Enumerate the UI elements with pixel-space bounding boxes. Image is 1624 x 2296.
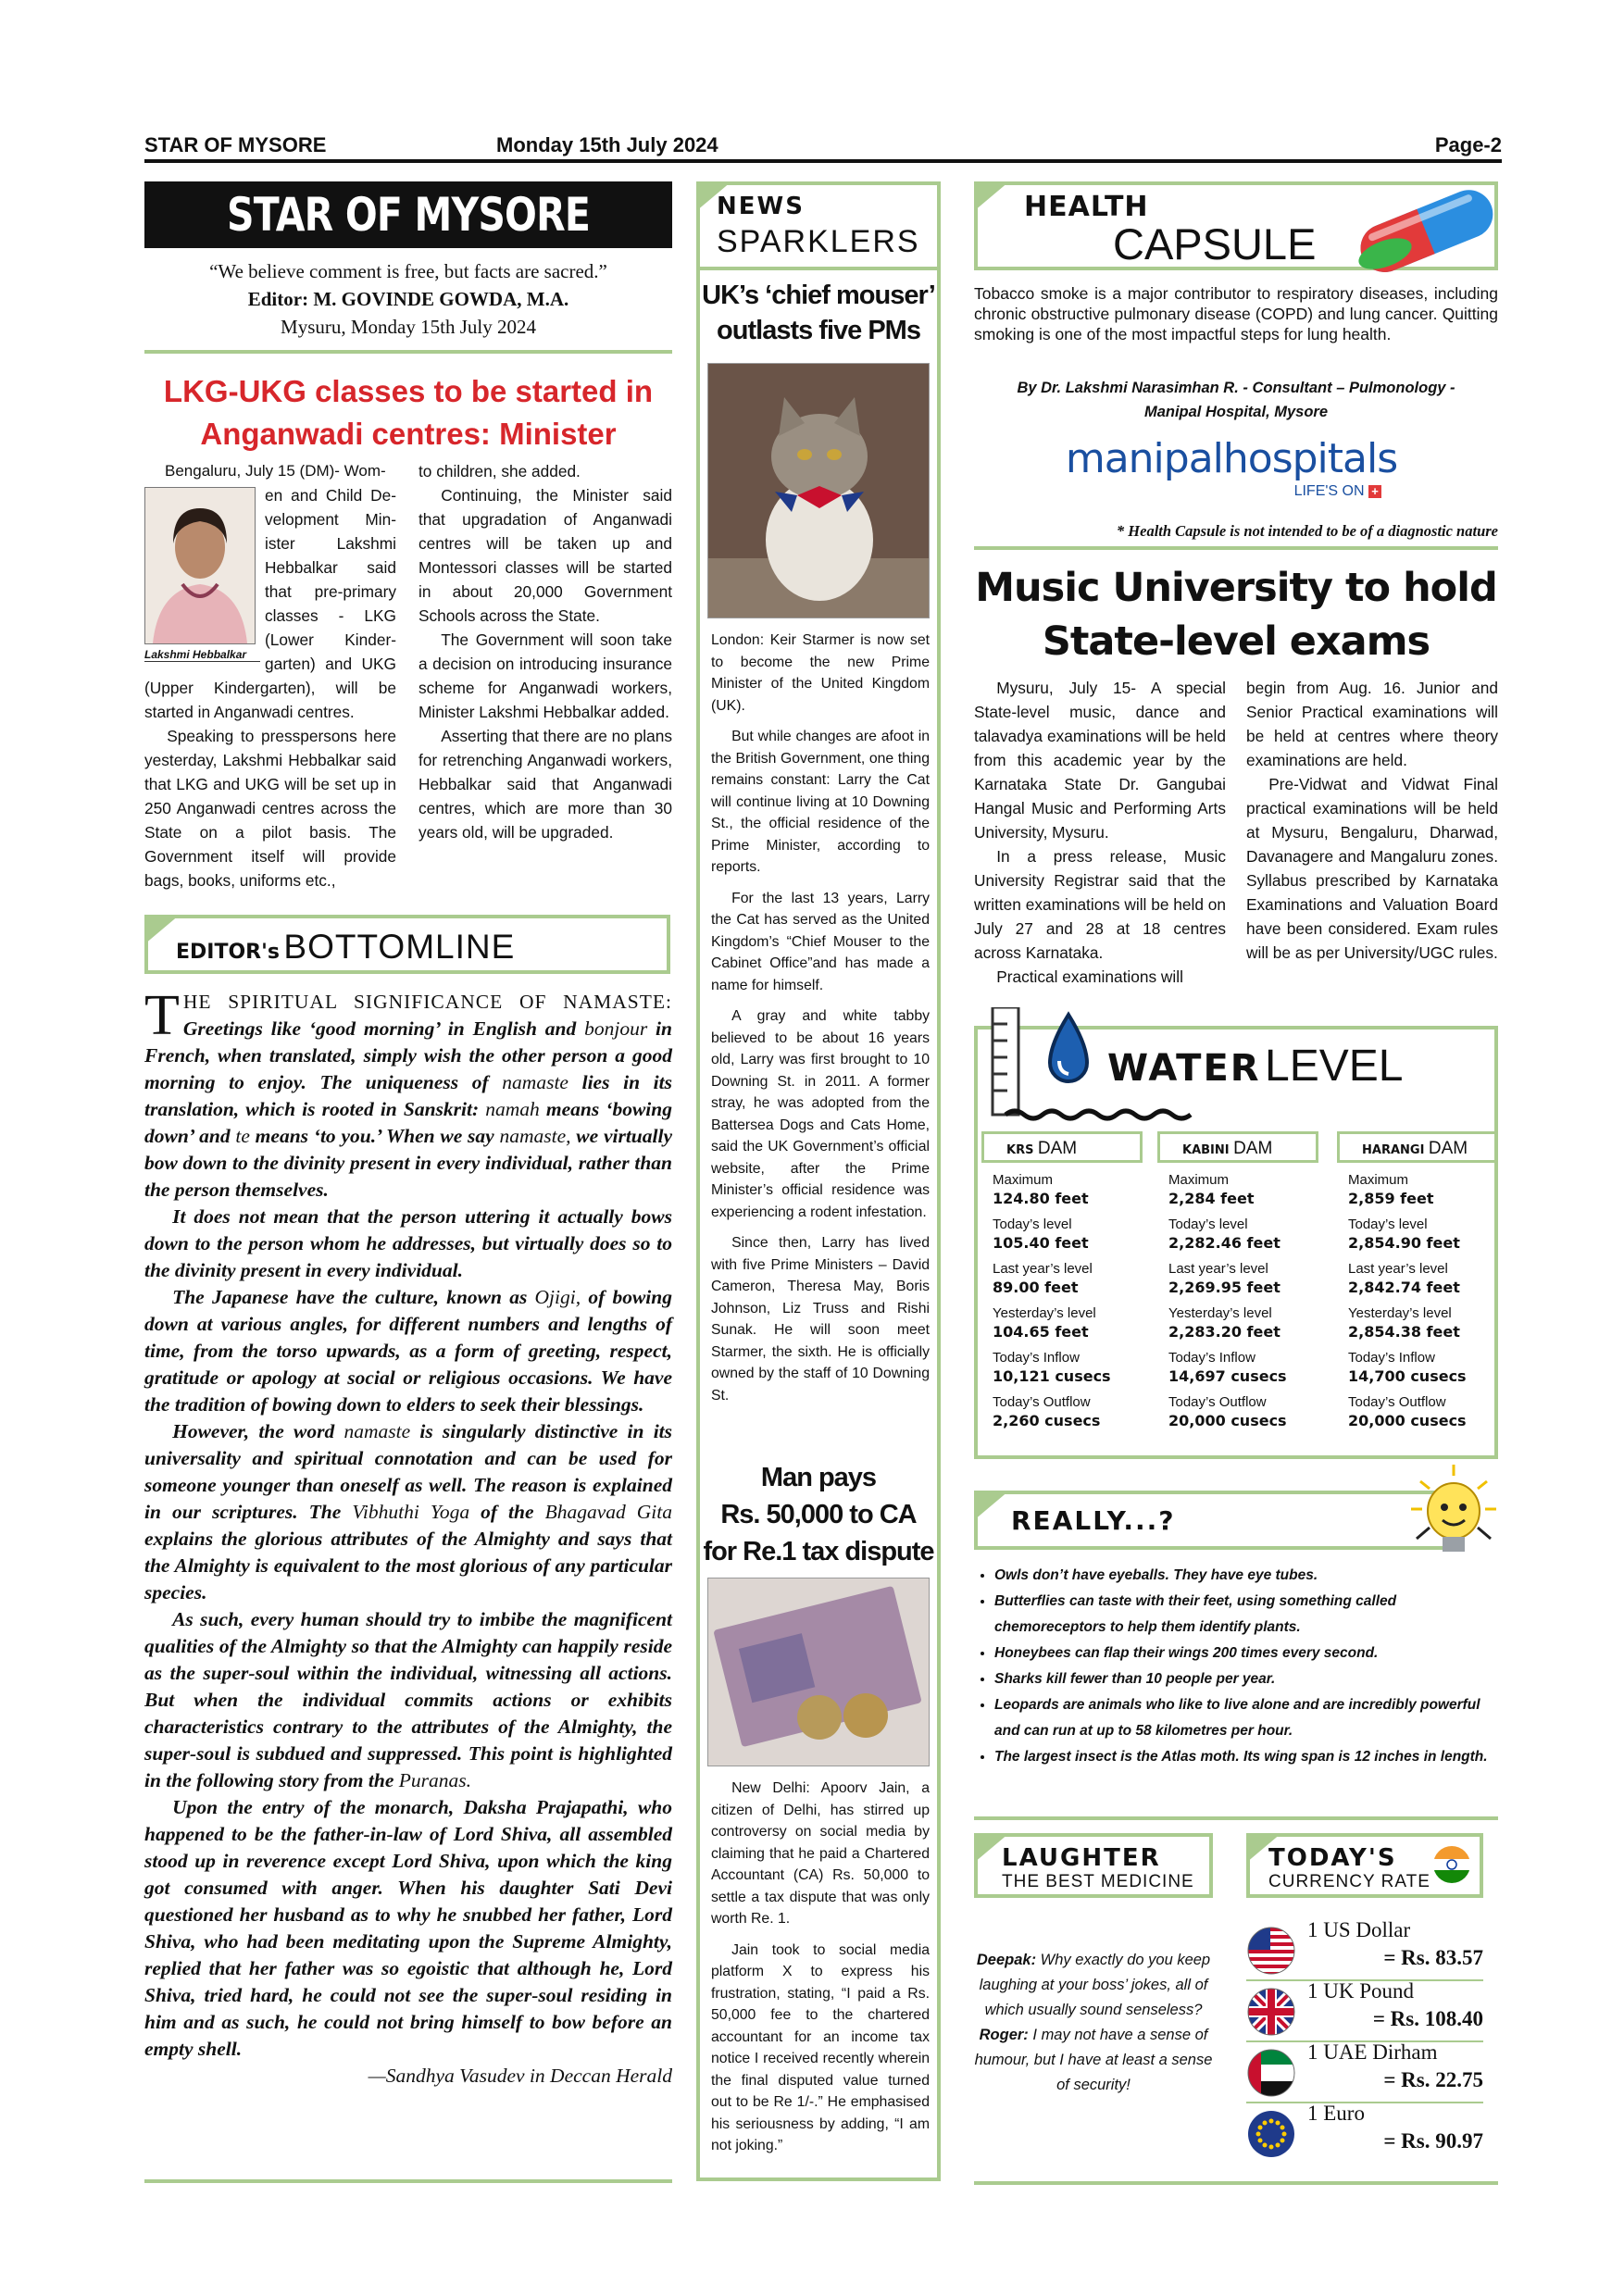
currency-value: = Rs. 22.75 [1383, 2068, 1483, 2091]
dam-row-value: 14,697 cusecs [1168, 1367, 1287, 1385]
editorial-credit: —Sandhya Vasudev in Deccan Herald [368, 2065, 672, 2087]
health-capsule-disclaimer: * Health Capsule is not intended to be of a diagnostic nature [1116, 522, 1498, 540]
lkg-headline-line2: Anganwadi centres: Minister [200, 417, 617, 451]
corner-notch [974, 1491, 1009, 1520]
text-run: Vibhuthi Yoga [352, 1501, 470, 1523]
byline-line: By Dr. Lakshmi Narasimhan R. - Consultant – Pulmonology - [1017, 380, 1455, 396]
text-run: in French, when translated, simply wish the other person a good morning to enjoy. The uniqueness of [144, 1017, 672, 1093]
dam-name-small: HARANGI [1362, 1143, 1425, 1157]
dam-values-column [993, 1172, 1150, 1439]
editorial-text [144, 984, 673, 2090]
dam-row-value: 2,283.20 feet [1168, 1323, 1280, 1341]
music-paragraph: Practical examinations will [996, 967, 1183, 986]
story2-headline-line: Rs. 50,000 to CA [720, 1500, 917, 1529]
text-run: namaste, [499, 1125, 571, 1147]
currency-name: 1 Euro [1307, 2102, 1365, 2125]
story1-headline [700, 278, 937, 348]
music-paragraph: In a press release, Music University Registrar said that the written examinations will be held on July 27 and 28 at 18 centres across Karnataka. [974, 847, 1226, 962]
lkg-wrap-line: Bengaluru, July 15 (DM)- Wom- [165, 462, 386, 480]
lkg-wrap-line: velopment Min- [265, 510, 396, 529]
masthead-motto: “We believe comment is free, but facts are sacred.” [209, 260, 607, 282]
us-flag-icon [1246, 1926, 1296, 1976]
dam-row-label: Yesterday’s level [993, 1305, 1096, 1321]
fact-item: • Butterflies can taste with their feet, using something called chemoreceptors to help them identify plants. [994, 1589, 1498, 1641]
dam-name-big: DAM [1037, 1139, 1078, 1158]
masthead-logo [144, 181, 672, 248]
story1-paragraph: For the last 13 years, Larry the Cat has served as the United Kingdom’s “Chief Mouser to the Cabinet Office”and has made a name for himself. [711, 890, 930, 993]
fact-item: • Honeybees can flap their wings 200 times every second. [994, 1641, 1498, 1666]
header-page-number: Page-2 [1434, 133, 1502, 156]
header-paper-name: STAR OF MYSORE [144, 133, 327, 156]
dam-row-value: 20,000 cusecs [1168, 1412, 1287, 1429]
dam-row-value: 2,859 feet [1348, 1190, 1434, 1207]
text-run: However, the word [172, 1420, 344, 1442]
dam-row-label: Last year’s level [993, 1261, 1093, 1277]
lkg-paragraph: Asserting that there are no plans for retrenching Anganwadi workers, Hebbalkar said that Anganwadi centres, which are more than 30 years old, will be upgraded. [418, 727, 672, 842]
editorial-lead: HE SPIRITUAL SIGNIFICANCE OF NAMASTE: [182, 991, 672, 1013]
currency-divider [1246, 2102, 1483, 2103]
dam-row-value: 2,854.90 feet [1348, 1234, 1460, 1252]
currency-value: = Rs. 90.97 [1383, 2129, 1483, 2152]
music-headline-line: State-level exams [1042, 618, 1430, 665]
text-run: te [235, 1125, 250, 1147]
dam-row-value: 124.80 feet [993, 1190, 1089, 1207]
laughter-header [974, 1833, 1213, 1898]
text-run: bonjour [584, 1017, 648, 1040]
currency-name: 1 UK Pound [1307, 1979, 1415, 2003]
lkg-wrap-line: (Lower Kinder- [265, 630, 396, 649]
text-run: explains the glorious attributes of the Almighty and says that the Almighty is equivalent to the most glorious of any particular species. [144, 1528, 672, 1603]
text-run: As such, every human should try to imbibe the magnificent qualities of the Almighty so that the Almighty can happily reside as the super-soul within the individual, witnessing all actions. But when the individual commits actions or exhibits characteristics contrary to the attributes of the Almighty, the super-soul is subdued and suppressed. This point is highlighted in the following story from the [144, 1608, 672, 1791]
text-run: namah [485, 1098, 540, 1120]
story2-paragraph: New Delhi: Apoorv Jain, a citizen of Delhi, has stirred up controversy on social media by claiming that he paid a Chartered Accountant (CA) Rs. 50,000 to settle a tax dispute that was only worth Re. 1. [711, 1780, 930, 1927]
dam-row-value: 2,284 feet [1168, 1190, 1255, 1207]
label-big: BOTTOMLINE [283, 928, 516, 966]
fact-item: • Owls don’t have eyeballs. They have eye tubes. [994, 1563, 1498, 1589]
divider [144, 2179, 672, 2183]
joke-line: I may not have a sense of humour, but I have at least a sense of security! [974, 2027, 1213, 2093]
water-level-label [1107, 1041, 1403, 1092]
dam-row-label: Today’s Inflow [993, 1350, 1080, 1366]
lkg-headline-line1: LKG-UKG classes to be started in [163, 374, 654, 408]
dam-row-value: 105.40 feet [993, 1234, 1089, 1252]
story1-body [711, 630, 930, 1416]
text-run: we virtually bow down to the divinity present in every individual, rather than the person themselves. [144, 1125, 672, 1201]
drop-cap: T [144, 984, 180, 1047]
logo-tagline: LIFE'S ON [1293, 483, 1365, 499]
dam-row-label: Today’s Inflow [1348, 1350, 1435, 1366]
dam-row-label: Last year’s level [1168, 1261, 1268, 1277]
dam-row-value: 20,000 cusecs [1348, 1412, 1467, 1429]
label-big: CAPSULE [1113, 219, 1317, 268]
music-paragraph: Mysuru, July 15- A special State-level music, dance and talavadya examinations will be held from this academic year by the Karnataka State Dr. Gangubai Hangal Music and Performing Arts University, Mysuru. [974, 679, 1226, 842]
fact-item: • Leopards are animals who like to live alone and are incredibly powerful and can run at up to 58 kilometres per hour. [994, 1692, 1498, 1744]
lkg-wrap-line: ister Lakshmi [265, 534, 396, 553]
dam-name-box [1337, 1131, 1498, 1163]
editorial-paragraph: Upon the entry of the monarch, Daksha Prajapathi, who happened to be the father-in-law of Lord Shiva, all assembled stood up in reverence except Lord Shiva, upon which the king got consumed with anger. When his daughter Sati Devi questioned her husband as to why he snubbed her father, Lord Shiva, who had been meditating upon the Supreme Almighty, replied that her father was so egoistic that although he, Lord Shiva, tried hard, he could not see the super-soul residing in him and as such, he could not bring himself to bow before an empty shell. [144, 1796, 672, 2060]
story2-headline-line: Man pays [760, 1463, 877, 1492]
joke-speaker: Roger: [979, 2027, 1029, 2043]
joke-line: Why exactly do you keep laughing at your boss’ jokes, all of which usually sound senseless? [979, 1952, 1211, 2018]
health-capsule-body: Tobacco smoke is a major contributor to respiratory diseases, including chronic obstructive pulmonary disease (COPD) and lung cancer. Quitting smoking is one of the most impactful steps for lung health. [974, 284, 1498, 343]
lkg-column-1 [144, 459, 396, 892]
label-sub: CURRENCY RATE [1268, 1872, 1430, 1891]
lkg-wrap-line: Hebbalkar said [265, 558, 396, 577]
dam-row-label: Maximum [993, 1172, 1054, 1188]
editorial-paragraph [144, 1606, 672, 1794]
lkg-wrap-line: classes - LKG [265, 606, 396, 625]
music-paragraph: begin from Aug. 16. Junior and Senior Practical examinations will be held at centres where theory examinations are held. [1246, 679, 1498, 769]
dam-row-value: 2,854.38 feet [1348, 1323, 1460, 1341]
dam-row-value: 14,700 cusecs [1348, 1367, 1467, 1385]
manipal-hospitals-logo [1046, 435, 1417, 500]
masthead-title: STAR OF MYSORE [226, 188, 590, 242]
lkg-paragraph: Continuing, the Minister said that upgradation of Anganwadi centres will be taken up and Montessori classes will be started in about 20,000 Government Schools across the State. [418, 486, 672, 625]
label-small: HEALTH [1024, 191, 1149, 223]
story1-headline-line: UK’s ‘chief mouser’ [702, 281, 935, 310]
masthead-dateline: Mysuru, Monday 15th July 2024 [281, 316, 536, 338]
really-facts-list [974, 1563, 1498, 1770]
text-run: means ‘bowing down’ and [144, 1098, 672, 1147]
dam-row-label: Today’s Outflow [1168, 1394, 1267, 1410]
masthead-editor: Editor: M. GOVINDE GOWDA, M.A. [247, 288, 569, 310]
lkg-paragraph: The Government will soon take a decision on introducing insurance scheme for Anganwadi workers, Minister Lakshmi Hebbalkar added. [418, 630, 672, 721]
text-run: means ‘to you.’ When we say [249, 1125, 500, 1147]
header-date: Monday 15th July 2024 [496, 133, 718, 156]
dam-row-label: Yesterday’s level [1168, 1305, 1272, 1321]
lkg-paragraph: (Upper Kindergarten), will be started in Anganwadi centres. [144, 679, 396, 721]
label-small: EDITOR's [176, 941, 280, 964]
photo-caption: Lakshmi Hebbalkar [144, 648, 260, 662]
editorial-paragraph [144, 984, 672, 1204]
lkg-wrap-line: en and Child De- [265, 486, 396, 505]
divider [974, 1816, 1498, 1820]
currency-name: 1 US Dollar [1307, 1918, 1411, 1941]
dam-row-label: Today’s Outflow [993, 1394, 1091, 1410]
text-run: of the [469, 1501, 545, 1523]
dam-row-label: Yesterday’s level [1348, 1305, 1452, 1321]
currency-value: = Rs. 83.57 [1383, 1946, 1483, 1969]
joke-speaker: Deepak: [976, 1952, 1037, 1968]
dam-row-label: Today’s Outflow [1348, 1394, 1446, 1410]
story1-paragraph: But while changes are afoot in the British Government, one thing remains constant: Larry the Cat will continue living at 10 Downing St., the official residence of the Prime Minister, according to reports. [711, 729, 930, 875]
lkg-wrap-line: that pre-primary [265, 582, 396, 601]
text-run: Bhagavad Gita [544, 1501, 672, 1523]
story2-body [711, 1778, 930, 2166]
dam-row-label: Today’s level [1348, 1217, 1428, 1232]
logo-wordmark: manipalhospitals [1065, 435, 1398, 482]
text-run: namaste [502, 1071, 568, 1093]
rupee-note-photo [707, 1578, 930, 1766]
laughter-joke [974, 1948, 1213, 2098]
story2-paragraph: Jain took to social media platform X to express his frustration, stating, “I paid a Rs. 50,000 fee to the chartered accountant for an income tax notice I received recently wherein the final disputed value turned out to be Re 1/-.” He emphasised his seriousness by adding, “I am not joking.” [711, 1941, 930, 2153]
dam-name-small: KRS [1006, 1143, 1034, 1157]
dam-row-label: Today’s Inflow [1168, 1350, 1255, 1366]
page-header [144, 130, 1502, 163]
corner-notch [974, 181, 1009, 211]
lkg-column-2 [418, 459, 672, 844]
logo-tagline-row [1046, 483, 1417, 500]
dam-row-value: 104.65 feet [993, 1323, 1089, 1341]
divider [974, 2181, 1498, 2185]
currency-value: = Rs. 108.40 [1372, 2007, 1483, 2030]
lightbulb-icon [1407, 1463, 1500, 1565]
lkg-paragraph: Speaking to presspersons here yesterday, Lakshmi Hebbalkar said that LKG and UKG will be set up in 250 Anganwadi centres across the State on a pilot basis. The Government itself will provide bags, books, uniforms etc., [144, 727, 396, 890]
lkg-paragraph: to children, she added. [418, 462, 581, 480]
byline-line: Manipal Hospital, Mysore [1143, 404, 1329, 420]
story1-paragraph: London: Keir Starmer is now set to become the new Prime Minister of the United Kingdom (UK). [711, 632, 930, 714]
dam-name-big: DAM [1428, 1139, 1468, 1158]
label-bold: TODAY'S [1268, 1844, 1397, 1872]
label-light: LEVEL [1265, 1042, 1404, 1091]
dam-name-small: KABINI [1182, 1143, 1230, 1157]
dam-row-value: 2,282.46 feet [1168, 1234, 1280, 1252]
plus-icon: + [1368, 485, 1381, 498]
label-sub: THE BEST MEDICINE [1002, 1872, 1194, 1891]
music-column-2 [1246, 676, 1498, 965]
text-run: namaste [344, 1420, 411, 1442]
masthead-info [144, 257, 672, 341]
dam-row-value: 2,260 cusecs [993, 1412, 1101, 1429]
corner-notch [144, 915, 180, 944]
label-bold: LAUGHTER [1002, 1844, 1161, 1872]
really-label: REALLY...? [1011, 1505, 1176, 1536]
divider [974, 546, 1498, 550]
editors-bottomline-header [144, 915, 670, 974]
dam-name-box [1157, 1131, 1318, 1163]
currency-name: 1 UAE Dirham [1307, 2040, 1438, 2064]
larry-cat-photo [707, 363, 930, 618]
dam-row-label: Maximum [1168, 1172, 1230, 1188]
dam-row-label: Today’s level [993, 1217, 1072, 1232]
dam-row-value: 89.00 feet [993, 1279, 1079, 1296]
label-big: SPARKLERS [717, 224, 920, 259]
editorial-paragraph [144, 1284, 672, 1418]
label-bold: WATER [1107, 1047, 1261, 1090]
music-paragraph: Pre-Vidwat and Vidwat Final practical examinations will be held at Mysuru, Bengaluru, Dharwad, Davanagere and Mangaluru zones. Syllabus prescribed by Karnataka Examinations and Valuation Board have been considered. Exam rules will be as per University/UGC rules. [1246, 775, 1498, 962]
dam-row-value: 2,269.95 feet [1168, 1279, 1280, 1296]
editors-bottomline-label [176, 928, 515, 967]
music-headline [974, 561, 1498, 668]
story1-paragraph: Since then, Larry has lived with five Prime Ministers – David Cameron, Theresa May, Boris Johnson, Liz Truss and Rishi Sunak. He will soon meet Starmer, the sixth. He is officially owned by the staff of 10 Downing St. [711, 1235, 930, 1404]
text-run: Greetings like ‘good morning’ in English and [182, 1017, 585, 1040]
music-column-1 [974, 676, 1226, 989]
lkg-wrap-line: garten) and UKG [265, 655, 396, 673]
dam-row-label: Today’s level [1168, 1217, 1248, 1232]
music-headline-line: Music University to hold [975, 565, 1497, 611]
health-capsule-byline [974, 376, 1498, 424]
text-run: is singularly distinctive in its universality and spiritual connotation and can be used for someone younger than oneself as well. The reason is explained in our scriptures. The [144, 1420, 673, 1523]
editorial-paragraph: It does not mean that the person uttering it actually bows down to the person whom he addresses, but virtually does so to the divinity present in every individual. [144, 1205, 672, 1281]
divider [144, 350, 672, 354]
euro-flag-icon [1246, 2109, 1296, 2159]
story2-headline [700, 1459, 937, 1570]
text-run: of bowing down at various angles, for different numbers and lengths of time, from the torso upwards, as a form of greeting, respect, gratitude or apology at social or religious occasions. We have the tradition of bowing down to elders to seek their blessings. [144, 1286, 672, 1416]
fact-item: • The largest insect is the Atlas moth. Its wing span is 12 inches in length. [994, 1744, 1498, 1770]
india-flag-icon [1430, 1842, 1474, 1887]
dam-values-column [1168, 1172, 1326, 1439]
really-header [974, 1491, 1448, 1550]
text-run: lies in its translation, which is rooted in Sanskrit: [144, 1071, 672, 1120]
dam-name-big: DAM [1233, 1139, 1273, 1158]
dam-name-box [981, 1131, 1143, 1163]
uae-flag-icon [1246, 2048, 1296, 2098]
capsule-pill-icon [1348, 185, 1504, 278]
story1-paragraph: A gray and white tabby believed to be about 16 years old, Larry was first brought to 10 Downing St. in 2011. A former stray, he was adopted from the Battersea Dogs and Cats Home, said the UK Government’s official website, after the Prime Minister’s official residence was experiencing a rodent infestation. [711, 1008, 930, 1220]
news-sparklers-header [696, 181, 941, 270]
story2-headline-line: for Re.1 tax dispute [703, 1537, 934, 1566]
label-small: NEWS [717, 193, 805, 220]
dam-row-label: Maximum [1348, 1172, 1409, 1188]
text-run: The Japanese have the culture, known as [172, 1286, 535, 1308]
editorial-paragraph [144, 1418, 672, 1606]
dam-row-value: 2,842.74 feet [1348, 1279, 1460, 1296]
dam-row-label: Last year’s level [1348, 1261, 1448, 1277]
text-run: Puranas. [398, 1769, 472, 1791]
uk-flag-icon [1246, 1987, 1296, 2037]
story1-headline-line: outlasts five PMs [717, 316, 920, 345]
lkg-headline [144, 370, 672, 455]
text-run: Ojigi, [534, 1286, 581, 1308]
dam-values-column [1348, 1172, 1505, 1439]
dam-row-value: 10,121 cusecs [993, 1367, 1111, 1385]
fact-item: • Sharks kill fewer than 10 people per year. [994, 1666, 1498, 1692]
